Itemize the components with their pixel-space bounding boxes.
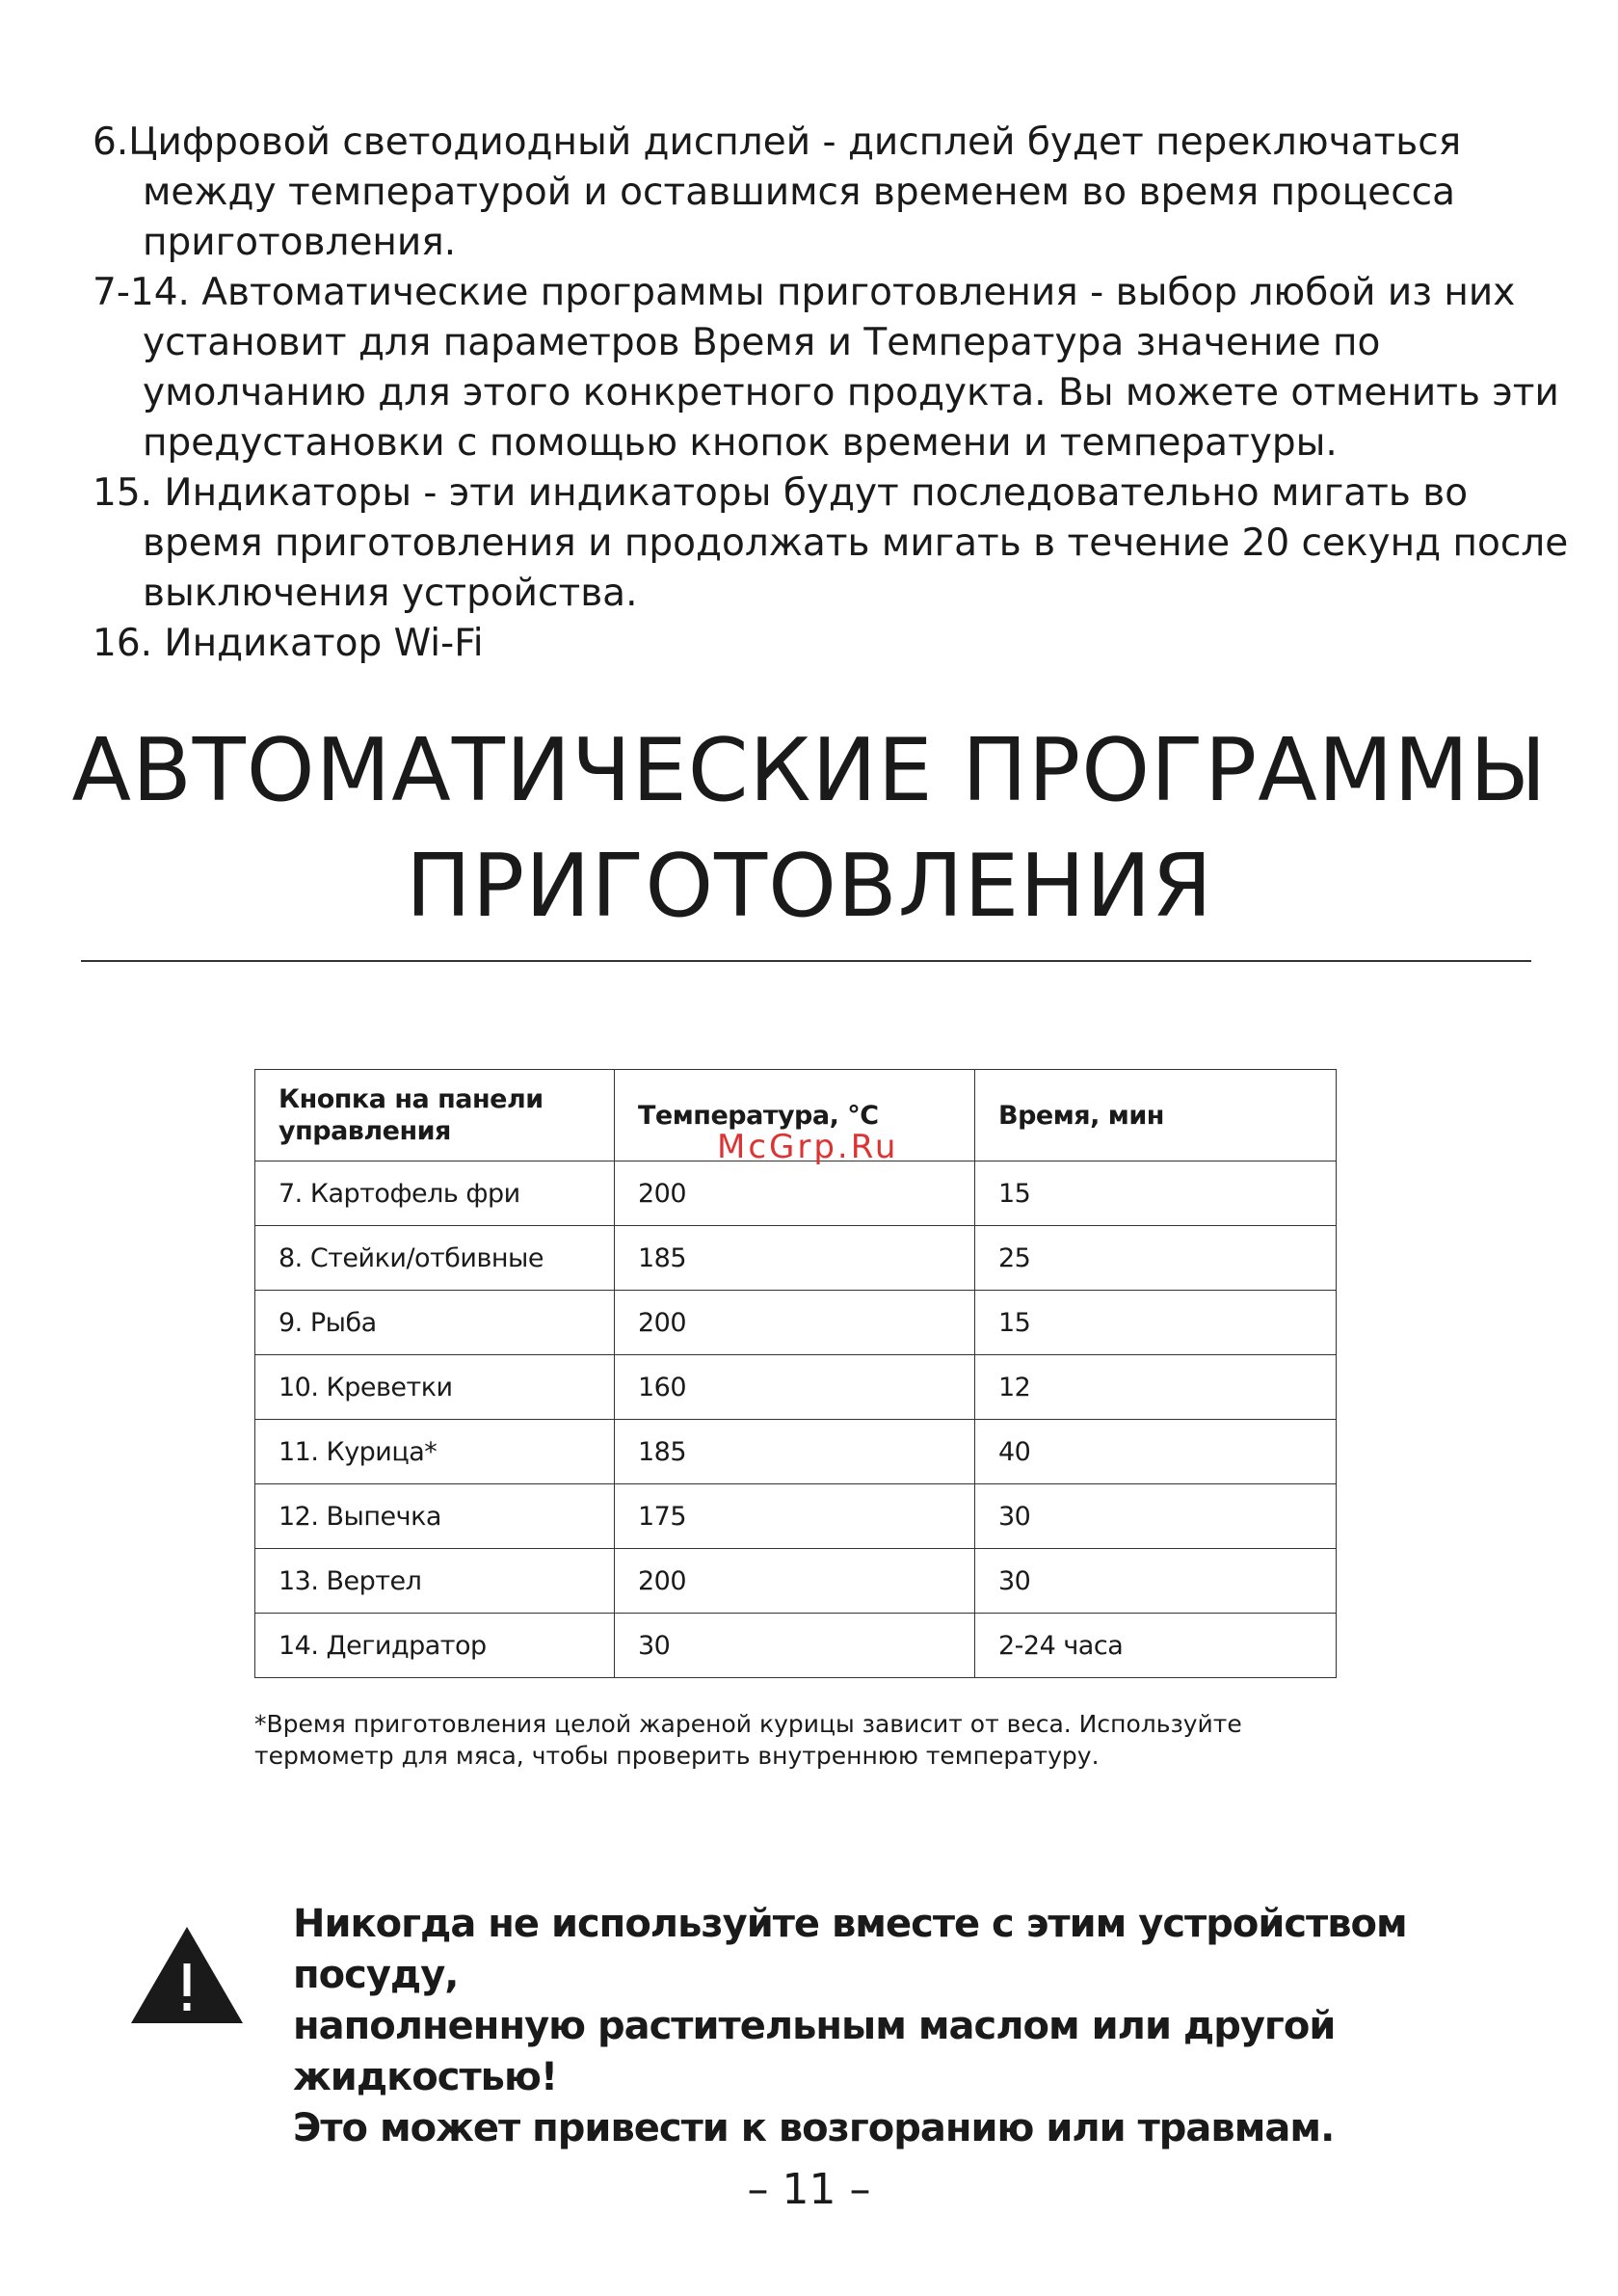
- section-heading: [58, 713, 1561, 945]
- program-time: 25: [975, 1226, 1337, 1291]
- intro-item-7-14: 7-14. Автоматические программы приготовления - выбор любой из них установит для параметров Время и Температура значение по умолчанию для этого конкретного продукта. Вы можете отменить эти предустановки с помощью кнопок времени и температуры.: [93, 271, 1559, 465]
- header-temperature: Температура, °С: [615, 1070, 975, 1161]
- program-temperature: 175: [615, 1484, 975, 1549]
- intro-item-16: 16. Индикатор Wi-Fi: [93, 622, 484, 665]
- program-name: 8. Стейки/отбивные: [255, 1226, 615, 1291]
- program-temperature: 30: [615, 1614, 975, 1678]
- program-time: 15: [975, 1291, 1337, 1355]
- program-name: 7. Картофель фри: [255, 1161, 615, 1226]
- watermark: McGrp.Ru: [717, 1128, 899, 1166]
- program-name: 10. Креветки: [255, 1355, 615, 1420]
- program-temperature: 185: [615, 1420, 975, 1484]
- program-time: 12: [975, 1355, 1337, 1420]
- header-button: Кнопка на панели управления: [255, 1070, 615, 1161]
- warning-line-1: Никогда не используйте вместе с этим устройством посуду,: [293, 1902, 1407, 1997]
- program-time: 30: [975, 1484, 1337, 1549]
- intro-list: [93, 118, 1577, 669]
- program-name: 12. Выпечка: [255, 1484, 615, 1549]
- intro-item-6: 6.Цифровой светодиодный дисплей - дисплей будет переключаться между температурой и оставшимся временем во время процесса приготовления.: [93, 120, 1462, 264]
- heading-divider: [81, 960, 1531, 962]
- heading-line-2: ПРИГОТОВЛЕНИЯ: [406, 836, 1213, 937]
- warning-line-3: Это может привести к возгоранию или травмам.: [293, 2106, 1335, 2150]
- page-number: – 11 –: [747, 2165, 871, 2214]
- table-row: [255, 1549, 1337, 1614]
- program-name: 9. Рыба: [255, 1291, 615, 1355]
- program-temperature: 160: [615, 1355, 975, 1420]
- table-row: [255, 1484, 1337, 1549]
- warning-triangle-icon: [129, 1925, 245, 2025]
- program-time: 2-24 часа: [975, 1614, 1337, 1678]
- program-name: 14. Дегидратор: [255, 1614, 615, 1678]
- table-row: [255, 1226, 1337, 1291]
- table-row: [255, 1161, 1337, 1226]
- program-name: 13. Вертел: [255, 1549, 615, 1614]
- program-temperature: 185: [615, 1226, 975, 1291]
- intro-item-15: 15. Индикаторы - эти индикаторы будут последовательно мигать во время приготовления и продолжать мигать в течение 20 секунд после выключения устройства.: [93, 471, 1569, 615]
- program-time: 15: [975, 1161, 1337, 1226]
- heading-line-1: АВТОМАТИЧЕСКИЕ ПРОГРАММЫ: [71, 720, 1548, 821]
- footnote: *Время приготовления целой жареной курицы зависит от веса. Используйте термометр для мяса, чтобы проверить внутреннюю температуру.: [254, 1710, 1242, 1770]
- table-row: [255, 1420, 1337, 1484]
- warning-text: [293, 1899, 1546, 2154]
- table-row: [255, 1291, 1337, 1355]
- program-time: 30: [975, 1549, 1337, 1614]
- program-name: 11. Курица*: [255, 1420, 615, 1484]
- warning-line-2: наполненную растительным маслом или другой жидкостью!: [293, 2004, 1336, 2099]
- program-time: 40: [975, 1420, 1337, 1484]
- program-temperature: 200: [615, 1291, 975, 1355]
- table-row: [255, 1614, 1337, 1678]
- program-temperature: 200: [615, 1549, 975, 1614]
- header-time: Время, мин: [975, 1070, 1337, 1161]
- program-temperature: 200: [615, 1161, 975, 1226]
- table-row: [255, 1355, 1337, 1420]
